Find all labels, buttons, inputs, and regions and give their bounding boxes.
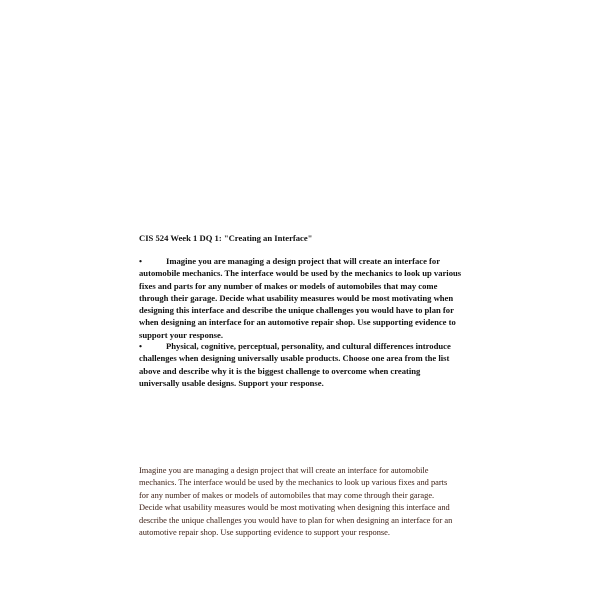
answer-paragraph xyxy=(139,465,469,539)
bullet-item-2 xyxy=(139,340,469,389)
answer-line: mechanics. The interface would be used by the mechanics to look up various fixes and parts xyxy=(139,478,448,488)
bullet-line: Physical, cognitive, perceptual, personality, and cultural differences introduce xyxy=(166,341,451,351)
answer-line: describe the unique challenges you would have to plan for when designing an interface for an xyxy=(139,515,453,525)
answer-line: Decide what usability measures would be most motivating when designing this interface and xyxy=(139,503,450,513)
bullet-line: support your response. xyxy=(139,329,223,340)
bullet-line: Imagine you are managing a design project that will create an interface for xyxy=(166,256,441,266)
bullet-line: when designing an interface for an automotive repair shop. Use supporting evidence to xyxy=(139,317,456,328)
bullet-line: above and describe why it is the biggest challenge to overcome when creating xyxy=(139,365,421,376)
title-text: CIS 524 Week 1 DQ 1: "Creating an Interface" xyxy=(139,233,313,243)
bullet-icon: • xyxy=(139,256,143,266)
bullet-icon: • xyxy=(139,341,143,351)
bullet-line: challenges when designing universally usable products. Choose one area from the list xyxy=(139,353,450,364)
bullet-line: designing this interface and describe the unique challenges you would have to plan for xyxy=(139,305,454,316)
bullet-item-1 xyxy=(139,255,469,341)
bullet-line: universally usable designs. Support your response. xyxy=(139,377,324,388)
bullet-line: fixes and parts for any number of makes or models of automobiles that may come xyxy=(139,280,438,291)
answer-line: Imagine you are managing a design project that will create an interface for automobile xyxy=(139,466,429,475)
bullet-line: through their garage. Decide what usability measures would be most motivating when xyxy=(139,292,454,303)
answer-line: automotive repair shop. Use supporting evidence to support your response. xyxy=(139,527,390,537)
bullet-line: automobile mechanics. The interface would be used by the mechanics to look up various xyxy=(139,268,462,279)
answer-line: for any number of makes or models of automobiles that may come through their garage. xyxy=(139,490,435,500)
document-title xyxy=(139,232,469,244)
